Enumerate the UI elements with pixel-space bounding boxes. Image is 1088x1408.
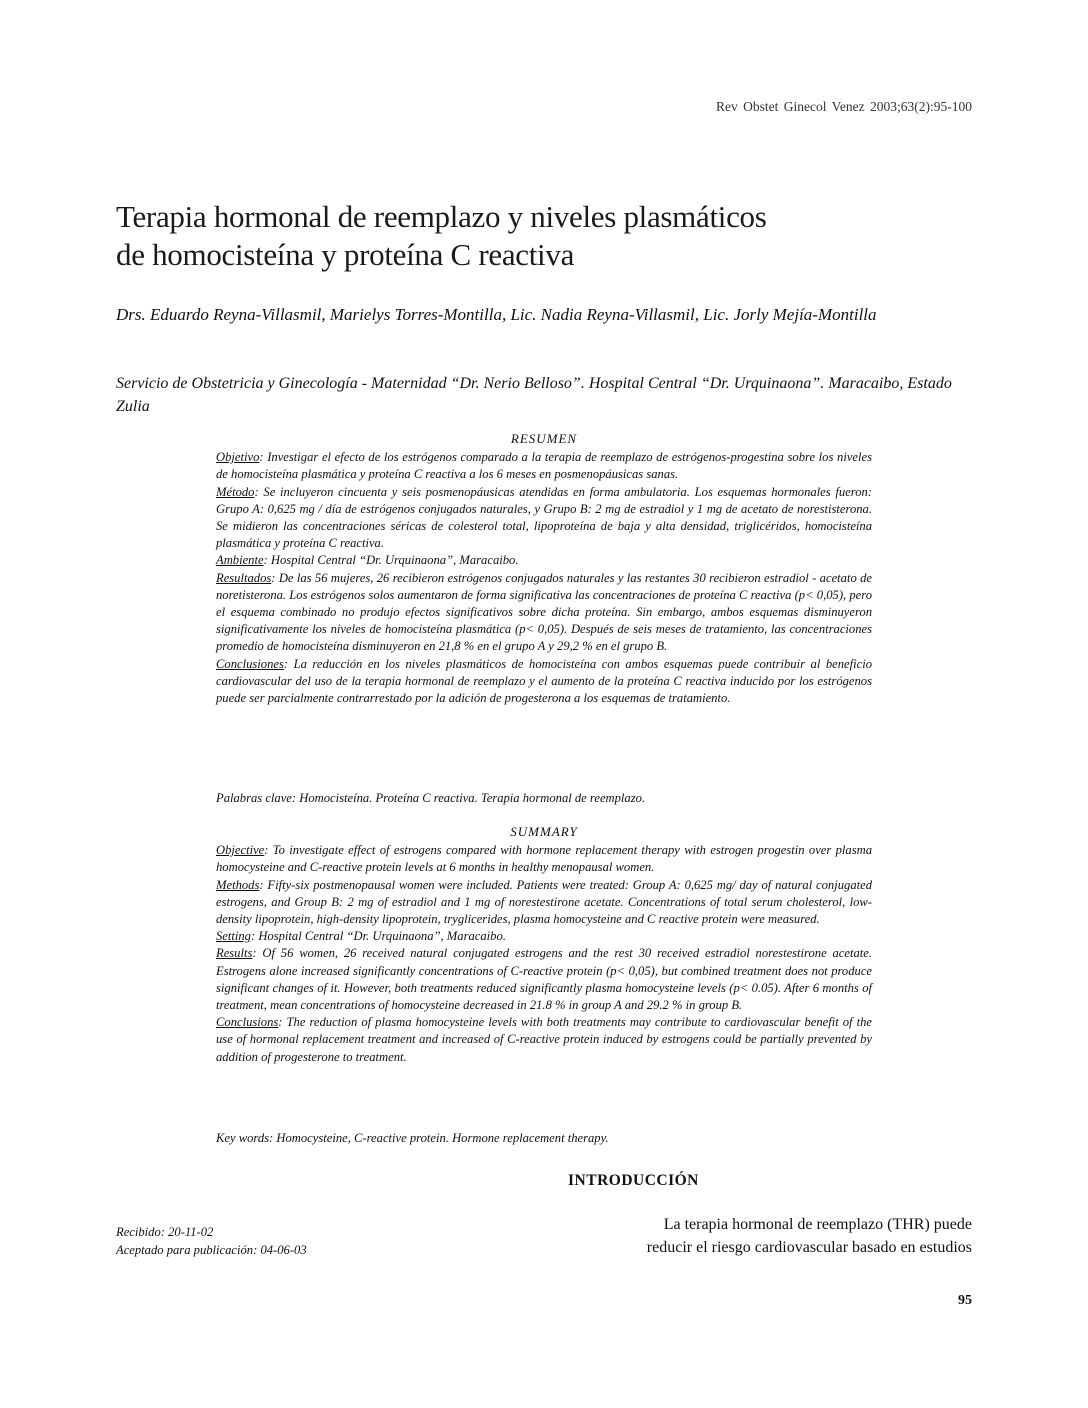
authors: Drs. Eduardo Reyna-Villasmil, Marielys Torres-Montilla, Lic. Nadia Reyna-Villasmil, Lic. Jorly Mejía-Montilla <box>116 305 877 324</box>
text-methods: : Fifty-six postmenopausal women were included. Patients were treated: Group A: 0,625 mg/ day of natural conjugated estrogens, and Group B: 2 mg of estradiol and 1 mg of norestestirone acetate. Concentrations of total serum cholesterol, low-density lipoprotein, high-density lipoprotein, tryglicerides, plasma homocysteine and C reactive protein were measured. <box>216 877 872 927</box>
text-ambiente: : Hospital Central “Dr. Urquinaona”, Maracaibo. <box>263 553 519 568</box>
text-conclusiones: : La reducción en los niveles plasmáticos de homocisteína con ambos esquemas puede contribuir al beneficio cardiovascular del uso de la terapia hormonal de reemplazo y el aumento de la proteína C reactiva inducido por los estrógenos puede ser parcialmente contrarrestado por la adición de progesterona a los esquemas de tratamiento. <box>216 656 872 706</box>
text-objective: : To investigate effect of estrogens compared with hormone replacement therapy with estrogen progestin over plasma homocysteine and C-reactive protein levels at 6 months in healthy menopausal women. <box>216 843 872 875</box>
text-setting: : Hospital Central “Dr. Urquinaona”, Maracaibo. <box>250 929 506 944</box>
label-conclusiones: Conclusiones <box>216 656 284 671</box>
resumen-metodo <box>216 484 872 553</box>
introduction-text <box>568 1213 972 1259</box>
label-metodo: Método <box>216 484 255 499</box>
text-objetivo: : Investigar el efecto de los estrógenos comparado a la terapia de reemplazo de estrógenos-progestina sobre los niveles de homocisteína plasmática y proteína C reactiva a los 6 meses en posmenopáusicas sanas. <box>216 450 872 482</box>
label-ambiente: Ambiente <box>216 553 264 568</box>
label-resultados: Resultados <box>216 570 272 585</box>
resumen-conclusiones <box>216 656 872 708</box>
label-conclusions: Conclusions <box>216 1015 279 1030</box>
received-date: Recibido: 20-11-02 <box>116 1225 214 1239</box>
text-resultados: : De las 56 mujeres, 26 recibieron estrógenos conjugados naturales y las restantes 30 recibieron estradiol - acetato de noretisterona. Los estrógenos solos aumentaron de forma significativa las concentraciones de proteína C reactiva (p< 0,05), pero el esquema combinado no produjo efectos significativos sobre dicha proteína. Sin embargo, ambos esquemas disminuyeron significativamente los niveles de homocisteína plasmática (p< 0,05). Después de seis meses de tratamiento, las concentraciones promedio de homocisteína disminuyeron en 21,8 % en el grupo A y 29,2 % en el grupo B. <box>216 570 872 654</box>
summary-conclusions <box>216 1014 872 1066</box>
intro-line-1: La terapia hormonal de reemplazo (THR) puede <box>663 1216 972 1233</box>
resumen-heading: RESUMEN <box>510 431 578 446</box>
resumen-objetivo <box>216 449 872 483</box>
text-metodo: : Se incluyeron cincuenta y seis posmenopáusicas atendidas en forma ambulatoria. Los esquemas hormonales fueron: Grupo A: 0,625 mg / día de estrógenos conjugados naturales, y Grupo B: 2 mg de estradiol y 1 mg de acetato de norestisterona. Se midieron las concentraciones séricas de colesterol total, lipoproteína de baja y alta densidad, triglicéridos, homocisteína plasmática y proteína C reactiva. <box>216 484 872 551</box>
resumen-resultados <box>216 570 872 656</box>
page-number: 95 <box>958 1293 972 1308</box>
text-conclusions: : The reduction of plasma homocysteine levels with both treatments may contribute to cardiovascular benefit of the use of hormonal replacement treatment and increased of C-reactive protein induced by estrogens could be partially prevented by addition of progesterone to treatment. <box>216 1015 872 1064</box>
article-title <box>116 198 976 274</box>
summary-results <box>216 945 872 1014</box>
accepted-date: Aceptado para publicación: 04-06-03 <box>116 1242 307 1257</box>
resumen-block <box>216 430 872 707</box>
label-methods: Methods <box>216 877 260 892</box>
summary-objective <box>216 842 872 876</box>
key-words: Key words: Homocysteine, C-reactive protein. Hormone replacement therapy. <box>216 1131 609 1145</box>
introduction-heading: INTRODUCCIÓN <box>568 1172 699 1189</box>
summary-block <box>216 823 872 1066</box>
summary-setting <box>216 928 872 945</box>
affiliation: Servicio de Obstetricia y Ginecología - Maternidad “Dr. Nerio Belloso”. Hospital Central “Dr. Urquinaona”. Maracaibo, Estado Zulia <box>116 375 952 415</box>
label-results: Results <box>216 946 253 961</box>
summary-heading: SUMMARY <box>510 824 578 839</box>
label-setting: Setting <box>216 929 251 944</box>
title-line-1: Terapia hormonal de reemplazo y niveles plasmáticos <box>116 199 767 234</box>
title-line-2: de homocisteína y proteína C reactiva <box>116 237 575 272</box>
summary-methods <box>216 877 872 929</box>
palabras-clave: Palabras clave: Homocisteína. Proteína C reactiva. Terapia hormonal de reemplazo. <box>216 791 646 805</box>
publication-dates <box>116 1224 307 1259</box>
intro-line-2: reducir el riesgo cardiovascular basado en estudios <box>646 1239 972 1256</box>
label-objetivo: Objetivo <box>216 450 260 465</box>
label-objective: Objective <box>216 843 265 858</box>
text-results: : Of 56 women, 26 received natural conjugated estrogens and the rest 30 received estradiol norestestirone acetate. Estrogens alone increased significantly concentrations of C-reactive protein (p< 0,05), but combined treatment does not produce significant changes of it. However, both treatments reduced significantly plasma homocysteine levels (p< 0.05). After 6 months of treatment, mean concentrations of homocysteine decreased in 21.8 % in group A and 29.2 % in group B. <box>216 946 872 1013</box>
journal-citation: Rev Obstet Ginecol Venez 2003;63(2):95-100 <box>716 99 972 114</box>
resumen-ambiente <box>216 552 872 569</box>
